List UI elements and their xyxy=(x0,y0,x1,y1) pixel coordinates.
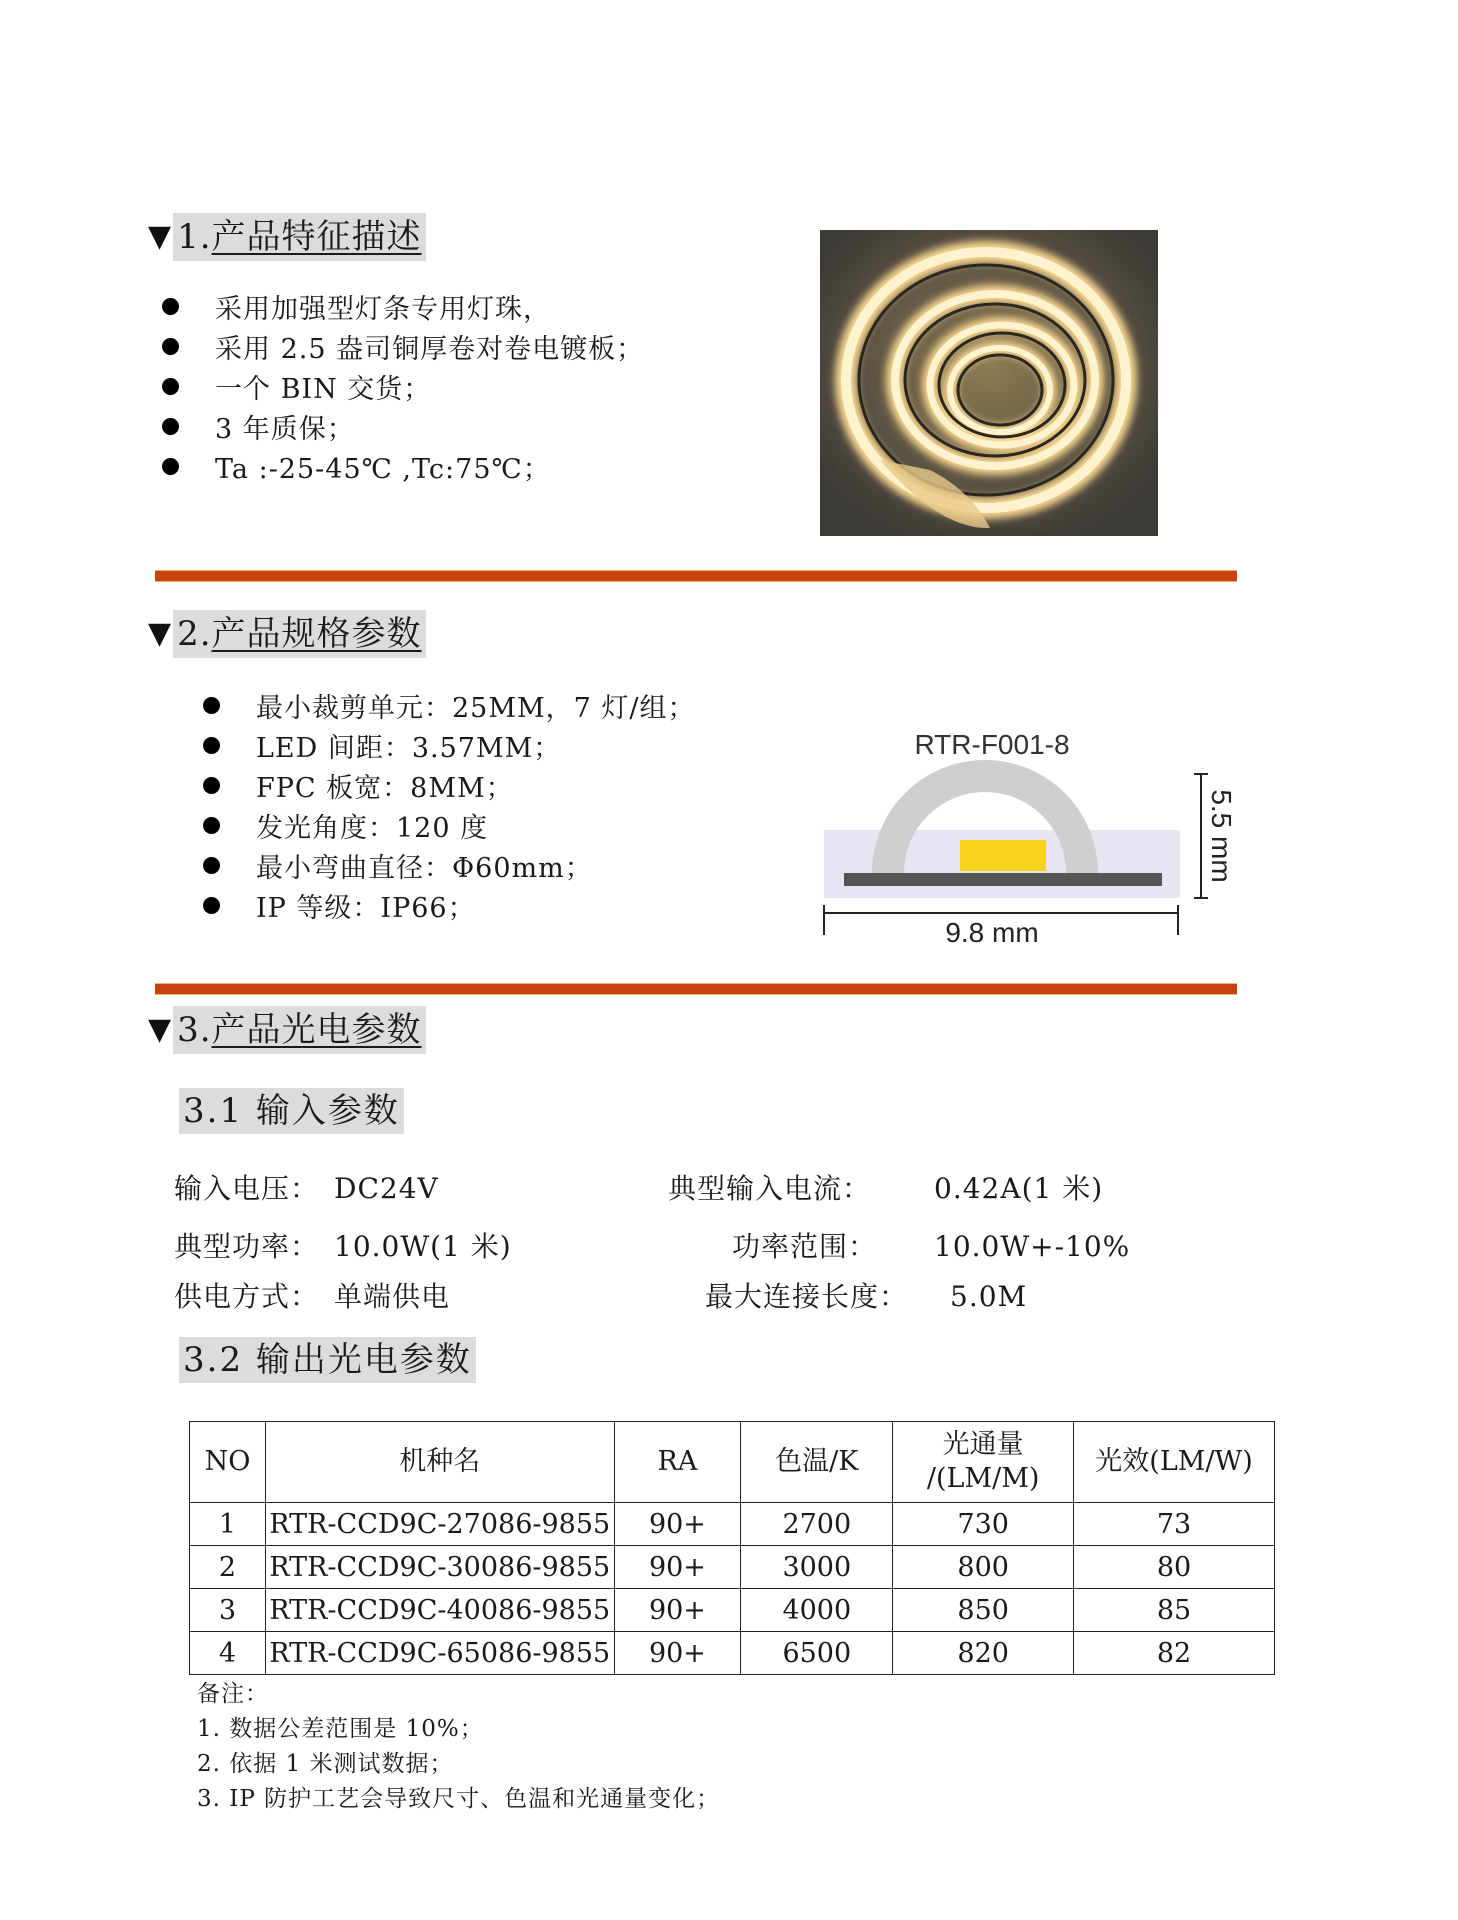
bullet-icon xyxy=(162,338,179,355)
bullet-icon xyxy=(162,298,179,315)
current-label: 典型输入电流： xyxy=(668,1172,872,1205)
table-row: 3 RTR-CCD9C-40086-9855 90+ 4000 850 85 xyxy=(190,1589,1275,1632)
diagram-led-chip xyxy=(960,840,1046,871)
section-1-heading xyxy=(148,213,426,261)
column-header: RA xyxy=(614,1422,741,1503)
section-2-number: 2. xyxy=(177,614,212,654)
section-2-title: 产品规格参数 xyxy=(211,614,422,654)
list-item: 发光角度：120 度 xyxy=(203,805,696,845)
table-row: 2 RTR-CCD9C-30086-9855 90+ 3000 800 80 xyxy=(190,1546,1275,1589)
current-value: 0.42A(1 米) xyxy=(934,1172,1104,1205)
section-3-heading xyxy=(148,1006,426,1054)
table-row: 1 RTR-CCD9C-27086-9855 90+ 2700 730 73 xyxy=(190,1503,1275,1546)
output-params-table xyxy=(189,1421,1275,1675)
subsection-input-title: 3.1 输入参数 xyxy=(179,1088,404,1134)
list-item: IP 等级：IP66； xyxy=(203,885,696,925)
note-item: 1. 数据公差范围是 10%； xyxy=(197,1716,484,1742)
diagram-fpc-base xyxy=(844,873,1162,886)
notes-block xyxy=(197,1677,720,1817)
list-item: 最小弯曲直径：Φ60mm； xyxy=(203,845,696,885)
list-item: 采用加强型灯条专用灯珠， xyxy=(162,286,644,326)
bullet-icon xyxy=(203,817,220,834)
max-length-value: 5.0M xyxy=(950,1280,1028,1313)
power-value: 10.0W(1 米) xyxy=(334,1230,512,1263)
column-header: 色温/K xyxy=(741,1422,893,1503)
section-divider xyxy=(155,984,1237,994)
led-coil-image xyxy=(820,230,1158,536)
notes-title: 备注： xyxy=(197,1681,269,1707)
supply-value: 单端供电 xyxy=(334,1280,451,1313)
bullet-icon xyxy=(203,737,220,754)
table-header-row xyxy=(190,1422,1275,1503)
bullet-icon xyxy=(203,897,220,914)
height-dimension-label: 5.5 mm xyxy=(1206,789,1237,883)
bullet-icon xyxy=(203,697,220,714)
section-divider xyxy=(155,571,1237,581)
table-row: 4 RTR-CCD9C-65086-9855 90+ 6500 820 82 xyxy=(190,1632,1275,1675)
list-item: 一个 BIN 交货； xyxy=(162,366,644,406)
note-item: 3. IP 防护工艺会导致尺寸、色温和光通量变化； xyxy=(197,1786,721,1812)
section-2-heading xyxy=(148,610,426,658)
cross-section-diagram xyxy=(820,720,1240,970)
subsection-output-title: 3.2 输出光电参数 xyxy=(179,1337,476,1383)
list-item: Ta :-25-45℃ ,Tc:75℃； xyxy=(162,446,644,486)
section-1-title: 产品特征描述 xyxy=(211,217,422,257)
list-item: LED 间距：3.57MM； xyxy=(203,725,696,765)
list-item: 采用 2.5 盎司铜厚卷对卷电镀板； xyxy=(162,326,644,366)
triangle-marker-icon: ▼ xyxy=(148,1012,172,1047)
column-header: 光通量 /(LM/M) xyxy=(893,1422,1074,1503)
section-1-number: 1. xyxy=(177,217,212,257)
bullet-icon xyxy=(162,458,179,475)
bullet-icon xyxy=(203,777,220,794)
bullet-icon xyxy=(162,378,179,395)
bullet-icon xyxy=(203,857,220,874)
triangle-marker-icon: ▼ xyxy=(148,616,172,651)
bullet-icon xyxy=(162,418,179,435)
power-label: 典型功率： xyxy=(174,1230,320,1263)
list-item: 最小裁剪单元：25MM，7 灯/组； xyxy=(203,685,696,725)
column-header: 机种名 xyxy=(265,1422,614,1503)
supply-label: 供电方式： xyxy=(174,1280,320,1313)
list-item: 3 年质保； xyxy=(162,406,644,446)
max-length-label: 最大连接长度： xyxy=(705,1280,909,1313)
column-header: 光效(LM/W) xyxy=(1074,1422,1275,1503)
list-item: FPC 板宽：8MM； xyxy=(203,765,696,805)
width-dimension-label: 9.8 mm xyxy=(945,917,1039,948)
voltage-label: 输入电压： xyxy=(174,1172,320,1205)
spec-list xyxy=(203,685,696,925)
note-item: 2. 依据 1 米测试数据； xyxy=(197,1751,454,1777)
power-range-label: 功率范围： xyxy=(732,1230,878,1263)
feature-list xyxy=(162,286,644,486)
diagram-model-label: RTR-F001-8 xyxy=(914,729,1070,760)
power-range-value: 10.0W+-10% xyxy=(934,1230,1131,1263)
section-3-title: 产品光电参数 xyxy=(211,1010,422,1050)
voltage-value: DC24V xyxy=(334,1172,439,1205)
section-3-number: 3. xyxy=(177,1010,212,1050)
column-header: NO xyxy=(190,1422,266,1503)
led-strip-photo xyxy=(820,230,1158,536)
triangle-marker-icon: ▼ xyxy=(148,219,172,254)
